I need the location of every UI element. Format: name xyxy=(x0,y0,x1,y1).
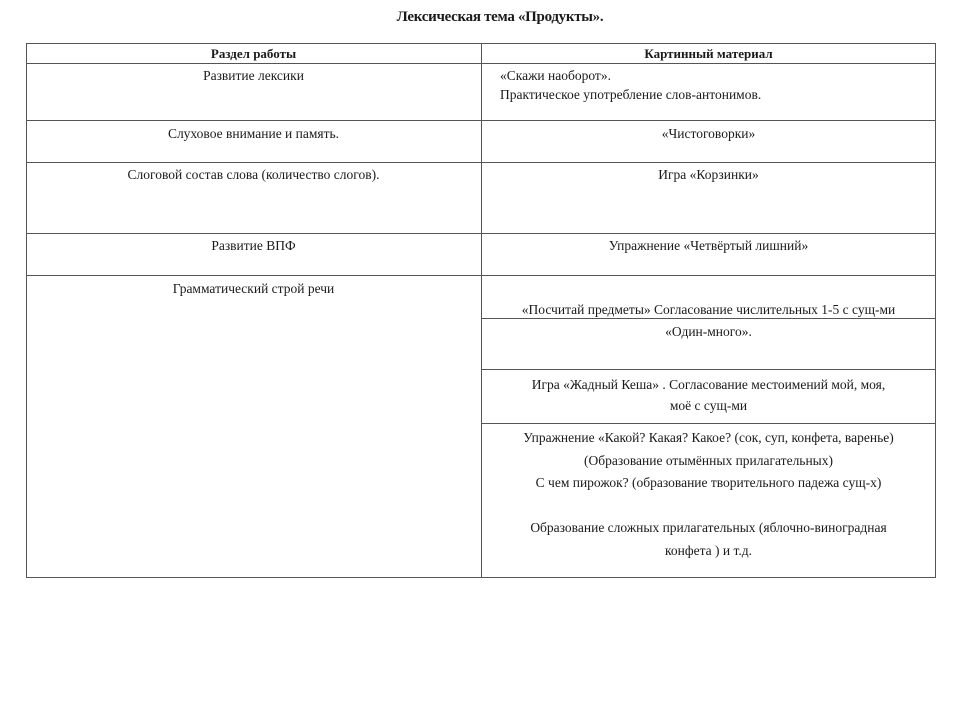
row-section-auditory-attention: Слуховое внимание и память. xyxy=(167,126,340,141)
column-header-material: Картинный материал xyxy=(644,46,773,61)
material-line: конфета ) и т.д. xyxy=(665,542,752,558)
table-border-left xyxy=(26,43,27,578)
table-rule xyxy=(481,423,936,424)
row-material-higher-mental-functions: Упражнение «Четвёртый лишний» xyxy=(608,238,809,253)
row-material-vocabulary xyxy=(500,67,761,103)
material-line: Игра «Жадный Кеша» . Согласование местоимений мой, моя, xyxy=(531,377,886,392)
lesson-table xyxy=(26,43,936,578)
material-line-spacer xyxy=(481,495,936,518)
row-section-vocabulary: Развитие лексики xyxy=(203,68,304,83)
material-line: моё с сущ-ми xyxy=(669,398,748,413)
column-header-section: Раздел работы xyxy=(210,46,297,61)
row-material-grammar-one-many: «Один-много». xyxy=(665,324,752,339)
material-line: Образование сложных прилагательных (яблочно-виноградная xyxy=(530,520,887,535)
material-line: С чем пирожок? (образование творительного падежа сущ-х) xyxy=(535,475,882,490)
table-rule xyxy=(481,318,936,319)
row-section-grammar: Грамматический строй речи xyxy=(172,281,335,296)
row-section-syllable-structure: Слоговой состав слова (количество слогов). xyxy=(127,167,380,182)
row-material-grammar-counting: «Посчитай предметы» Согласование числительных 1-5 с сущ-ми xyxy=(521,302,896,317)
row-section-higher-mental-functions: Развитие ВПФ xyxy=(211,238,296,253)
material-line: (Образование отымённых прилагательных) xyxy=(583,452,834,468)
table-rule xyxy=(481,369,936,370)
material-line: «Скажи наоборот». xyxy=(500,68,611,83)
material-line: Упражнение «Какой? Какая? Какое? (сок, суп, конфета, варенье) xyxy=(523,430,894,445)
page-title: Лексическая тема «Продукты». xyxy=(396,9,604,25)
material-line: Практическое употребление слов-антонимов. xyxy=(500,87,762,102)
row-material-grammar-adjectives xyxy=(481,427,936,562)
row-material-syllable-structure: Игра «Корзинки» xyxy=(658,167,759,182)
row-material-auditory-attention: «Чистоговорки» xyxy=(661,126,756,141)
row-material-grammar-greedy-kesha xyxy=(481,374,936,416)
